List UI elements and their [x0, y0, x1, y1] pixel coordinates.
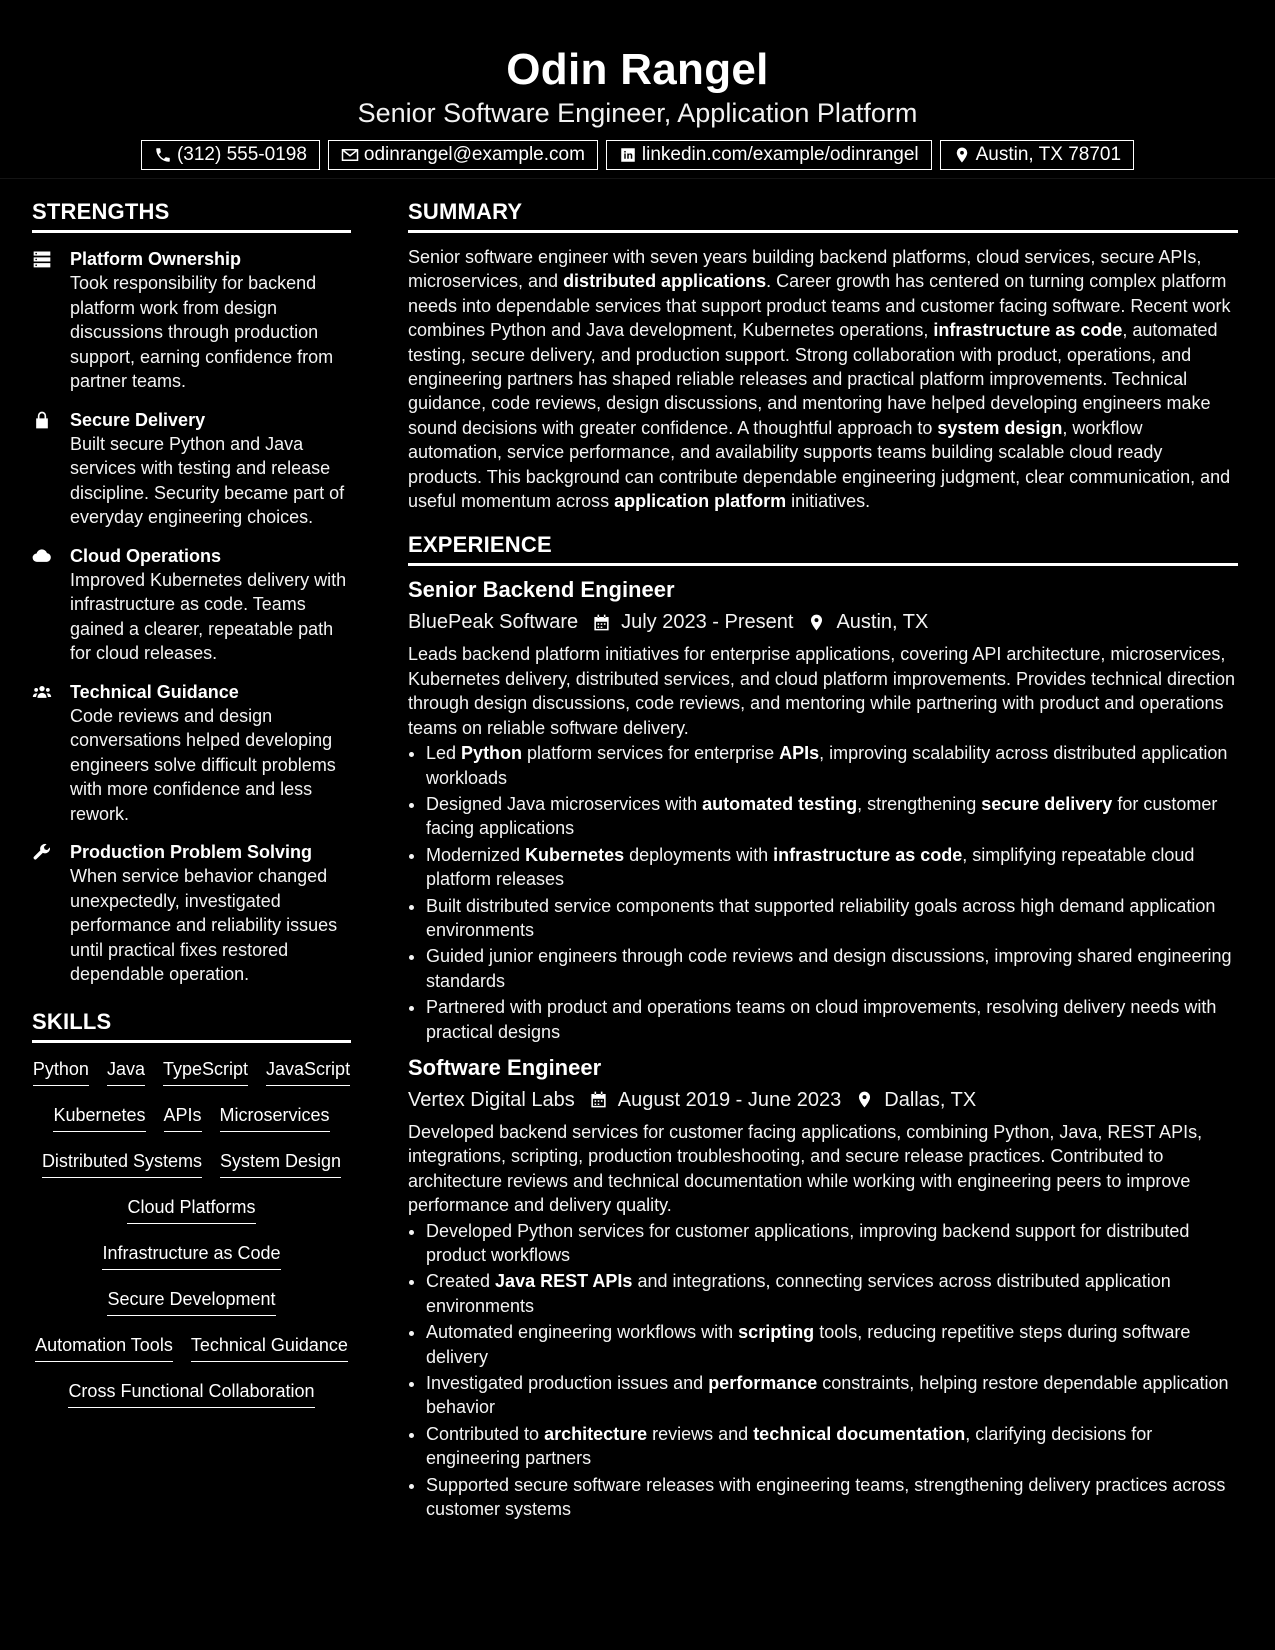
resume-body: [0, 179, 1275, 1535]
summary-text: [408, 245, 1238, 513]
skill-tag: Kubernetes: [53, 1103, 145, 1132]
contact-linkedin-text: linkedin.com/example/odinrangel: [641, 144, 919, 165]
job-dates: July 2023 - Present: [621, 611, 794, 634]
strength-title: Secure Delivery: [70, 409, 206, 430]
skill-tag: JavaScript: [266, 1057, 350, 1086]
job-description: Developed backend services for customer facing applications, combining Python, Java, REST APIs, integrations, scripting, production troubleshooting, and secure release practices. Contributed to architecture reviews and technical documentation while working with engineering peers to improve performance and delivery quality.: [408, 1121, 1203, 1216]
job-entry: [408, 576, 1238, 1044]
job-location: Austin, TX: [836, 611, 929, 634]
text-run: Guided junior engineers through code reviews and design discussions, improving shared engineering standards: [426, 946, 1232, 991]
skill-tag: System Design: [220, 1149, 341, 1178]
bullet-item: [426, 944, 1238, 993]
bold-phrase: distributed applications: [563, 271, 767, 292]
strength-item: [32, 680, 351, 827]
job-meta: [408, 1087, 1238, 1113]
text-run: Designed Java microservices with: [426, 793, 703, 814]
job-bullets: [408, 1219, 1238, 1522]
map-pin-icon: [855, 1090, 874, 1109]
bold-phrase: architecture: [544, 1423, 648, 1444]
text-run: tools, reducing repetitive steps during software delivery: [426, 1322, 1191, 1367]
strength-item: [32, 544, 351, 666]
strength-description: Code reviews and design conversations helped developing engineers solve difficult problems with more confidence and less rework.: [70, 705, 336, 824]
candidate-title: Senior Software Engineer, Application Platform: [357, 98, 918, 128]
bullet-item: [426, 894, 1238, 943]
envelope-icon: [341, 146, 359, 164]
contact-location[interactable]: [940, 140, 1134, 170]
bold-phrase: performance: [708, 1373, 818, 1394]
contact-email-text: odinrangel@example.com: [363, 144, 585, 165]
text-run: Developed Python services for customer applications, improving backend support for distributed product workflows: [426, 1220, 1190, 1265]
bullet-item: [426, 1473, 1238, 1522]
wrench-icon: [32, 842, 52, 862]
text-run: Created: [426, 1271, 496, 1292]
text-run: and integrations, connecting services across distributed application environments: [426, 1271, 1171, 1316]
text-run: Contributed to: [426, 1423, 545, 1444]
job-title: Software Engineer: [408, 1054, 602, 1080]
text-run: reviews and: [647, 1423, 754, 1444]
contact-phone-text: (312) 555-0198: [176, 144, 307, 165]
skill-tag: Automation Tools: [35, 1333, 173, 1362]
job-company: Vertex Digital Labs: [408, 1088, 575, 1111]
bold-phrase: Python: [461, 743, 523, 764]
strength-description: Built secure Python and Java services with testing and release discipline. Security became part of everyday engineering choices.: [70, 433, 345, 527]
text-run: Built distributed service components that supported reliability goals across high demand application environments: [426, 895, 1216, 940]
bold-phrase: scripting: [738, 1322, 815, 1343]
strength-title: Cloud Operations: [70, 545, 222, 566]
bold-phrase: Java REST APIs: [495, 1271, 633, 1292]
strength-description: Took responsibility for backend platform work from design discussions through production support, earning confidence from partner teams.: [70, 273, 334, 391]
job-company: BluePeak Software: [408, 611, 579, 634]
skills-heading: SKILLS: [32, 1009, 351, 1043]
map-pin-icon: [953, 146, 971, 164]
skill-tag: Java: [107, 1057, 145, 1086]
bullet-item: [426, 792, 1238, 841]
text-run: , improving scalability across distributed application workloads: [426, 743, 1228, 788]
job-dates: August 2019 - June 2023: [617, 1088, 842, 1111]
job-meta: [408, 609, 1238, 635]
job-bullets: [408, 741, 1238, 1044]
text-run: deployments with: [624, 844, 774, 865]
strength-item: [32, 840, 351, 987]
linkedin-icon: [619, 146, 637, 164]
candidate-name: Odin Rangel: [506, 45, 769, 94]
text-run: Supported secure software releases with engineering teams, strengthening delivery practices across customer systems: [426, 1474, 1226, 1520]
text-run: , clarifying decisions for engineering partners: [426, 1423, 1153, 1469]
bullet-item: [426, 1320, 1238, 1369]
text-run: platform services for enterprise: [522, 743, 780, 764]
text-run: for customer facing applications: [426, 793, 1218, 839]
text-run: Investigated production issues and: [426, 1373, 709, 1394]
text-run: , simplifying repeatable cloud platform releases: [426, 844, 1195, 890]
cloud-icon: [32, 546, 52, 566]
text-run: , strengthening: [857, 793, 982, 814]
map-pin-icon: [807, 613, 826, 632]
contact-linkedin[interactable]: [606, 140, 932, 170]
job-entry: [408, 1054, 1238, 1522]
bullet-item: [426, 741, 1238, 790]
calendar-icon: [592, 613, 611, 632]
bullet-item: [426, 995, 1238, 1044]
bold-phrase: infrastructure as code: [933, 320, 1123, 341]
text-run: . Career growth has centered on turning complex platform needs into dependable services that support product teams and customer facing software. Recent work combines Python and Java development, Kubernetes operations,: [408, 271, 1231, 341]
text-run: initiatives.: [786, 491, 871, 512]
strengths-heading: STRENGTHS: [32, 199, 351, 233]
contact-bar: [0, 140, 1275, 170]
strength-title: Platform Ownership: [70, 249, 242, 269]
skill-tag: Secure Development: [107, 1287, 275, 1316]
bold-phrase: technical documentation: [753, 1423, 966, 1444]
job-title: Senior Backend Engineer: [408, 577, 675, 603]
text-run: constraints, helping restore dependable application behavior: [426, 1373, 1229, 1418]
text-run: Led: [426, 743, 462, 764]
resume-header: [0, 0, 1275, 179]
bold-phrase: automated testing: [702, 793, 858, 814]
skill-tag: APIs: [164, 1103, 202, 1132]
job-location: Dallas, TX: [884, 1088, 977, 1111]
bold-phrase: application platform: [614, 491, 787, 512]
users-icon: [32, 682, 52, 702]
skills-list: [32, 1057, 351, 1425]
text-run: Modernized: [426, 844, 526, 865]
text-run: Senior software engineer with seven years building backend platforms, cloud services, secure APIs, microservices, and: [408, 247, 1202, 292]
skill-tag: TypeScript: [163, 1057, 248, 1086]
strength-title: Production Problem Solving: [70, 842, 313, 862]
contact-email[interactable]: [328, 140, 598, 170]
skill-tag: Cross Functional Collaboration: [68, 1379, 314, 1408]
bold-phrase: infrastructure as code: [773, 844, 963, 865]
phone-icon: [154, 146, 172, 164]
strength-item: [32, 408, 351, 530]
bold-phrase: secure delivery: [981, 793, 1113, 814]
skill-tag: Infrastructure as Code: [102, 1241, 280, 1270]
bullet-item: [426, 843, 1238, 892]
lock-icon: [32, 410, 52, 430]
bold-phrase: APIs: [779, 743, 820, 764]
contact-phone[interactable]: [141, 140, 320, 170]
server-icon: [32, 249, 52, 269]
text-run: Automated engineering workflows with: [426, 1322, 739, 1343]
strength-item: [32, 247, 351, 394]
contact-location-text: Austin, TX 78701: [975, 144, 1122, 165]
left-column: [32, 199, 351, 1535]
text-run: , automated testing, secure delivery, and production support. Strong collaboration with product, operations, and engineering partners has shaped reliable releases and practical platform improvements. Technical guidance, code reviews, design discussions, and mentoring have helped developing engineers make sound decisions with greater confidence. A thoughtful approach to: [408, 320, 1218, 438]
skill-tag: Technical Guidance: [191, 1333, 348, 1362]
bullet-item: [426, 1371, 1238, 1420]
strength-description: Improved Kubernetes delivery with infrastructure as code. Teams gained a clearer, repeatable path for cloud releases.: [70, 569, 347, 663]
job-description: Leads backend platform initiatives for enterprise applications, covering API architecture, microservices, Kubernetes delivery, distributed services, and cloud platform improvements. Provides technical direction through design discussions, code reviews, and mentoring while partnering with product and operations teams on reliable software delivery.: [408, 644, 1236, 738]
strength-description: When service behavior changed unexpectedly, investigated performance and reliability issues until practical fixes restored dependable operation.: [70, 866, 338, 984]
experience-heading: EXPERIENCE: [408, 532, 1238, 566]
right-column: [408, 199, 1238, 1535]
bullet-item: [426, 1269, 1238, 1318]
calendar-icon: [589, 1090, 608, 1109]
summary-heading: SUMMARY: [408, 199, 1238, 233]
skill-tag: Python: [33, 1057, 89, 1086]
skill-tag: Microservices: [220, 1103, 330, 1132]
skill-tag: Distributed Systems: [42, 1149, 202, 1178]
bold-phrase: Kubernetes: [525, 844, 625, 865]
text-run: , workflow automation, service performance, and availability supports teams building scalable cloud ready products. This background can contribute dependable engineering judgment, clear communication, and useful momentum across: [408, 417, 1231, 512]
skill-tag: Cloud Platforms: [127, 1195, 255, 1224]
bold-phrase: system design: [937, 417, 1063, 438]
bullet-item: [426, 1422, 1238, 1471]
strength-title: Technical Guidance: [70, 681, 239, 702]
bullet-item: [426, 1219, 1238, 1268]
text-run: Partnered with product and operations teams on cloud improvements, resolving delivery needs with practical designs: [426, 997, 1217, 1042]
